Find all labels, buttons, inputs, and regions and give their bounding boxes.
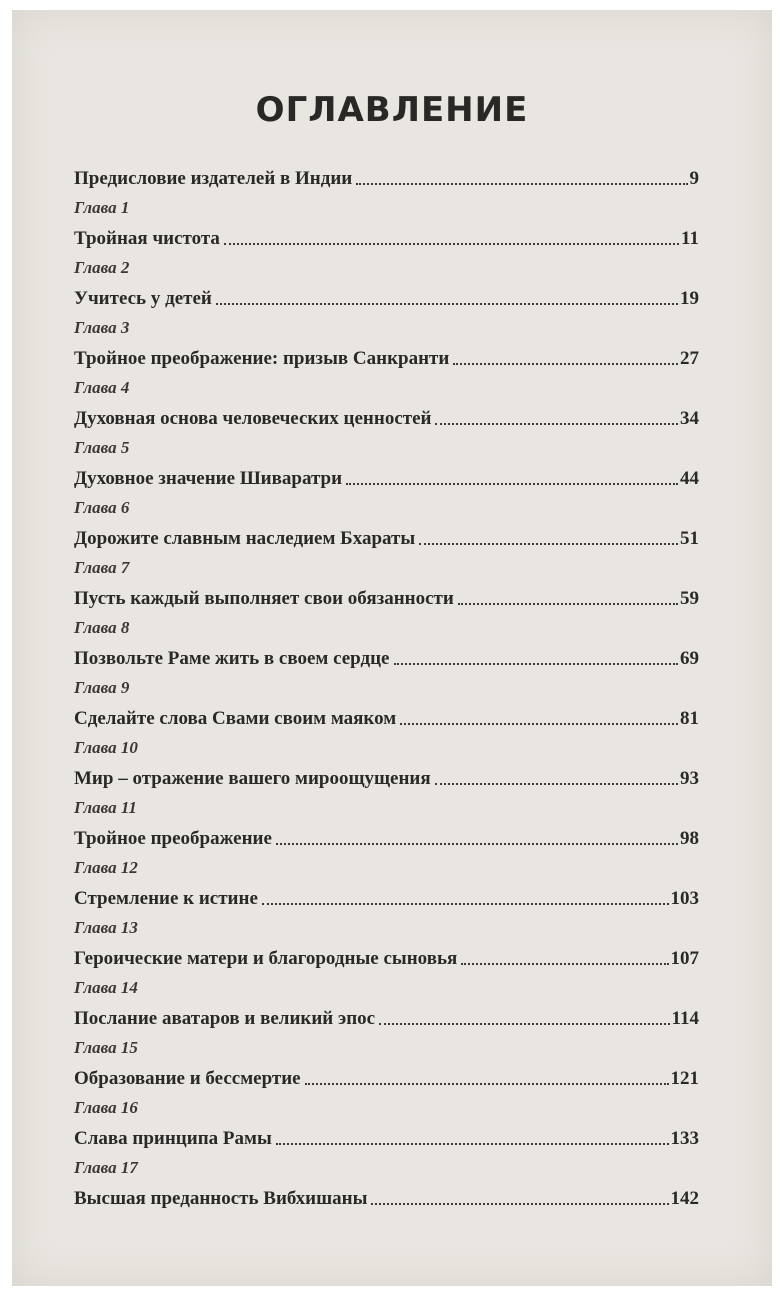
entry-page: 59 [680,588,699,609]
leader-dots [461,963,668,965]
toc-entry [74,438,699,498]
leader-dots [394,663,679,665]
chapter-label: Глава 3 [74,318,130,337]
chapter-label: Глава 2 [74,258,130,277]
entry-title: Тройная чистота [74,228,220,249]
entry-page: 93 [680,768,699,789]
entry-title: Учитесь у детей [74,288,212,309]
leader-dots [224,243,679,245]
toc-entry [74,978,699,1038]
toc-entry [74,258,699,318]
leader-dots [400,723,678,725]
entry-page: 103 [670,888,699,909]
table-of-contents [74,158,699,1218]
leader-dots [435,423,678,425]
leader-dots [262,903,669,905]
chapter-label: Глава 16 [74,1098,138,1117]
chapter-label: Глава 6 [74,498,130,517]
entry-title: Мир – отражение вашего мироощущения [74,768,431,789]
leader-dots [371,1203,668,1205]
entry-title: Позвольте Раме жить в своем сердце [74,648,390,669]
entry-page: 27 [680,348,699,369]
entry-title: Высшая преданность Вибхишаны [74,1188,368,1209]
entry-page: 11 [681,228,699,249]
chapter-label: Глава 7 [74,558,130,577]
toc-entry [74,678,699,738]
toc-entry [74,1158,699,1218]
chapter-label: Глава 14 [74,978,138,997]
entry-page: 34 [680,408,699,429]
leader-dots [435,783,678,785]
entry-title: Пусть каждый выполняет свои обязанности [74,588,454,609]
entry-page: 81 [680,708,699,729]
chapter-label: Глава 15 [74,1038,138,1057]
leader-dots [458,603,678,605]
chapter-label: Глава 8 [74,618,130,637]
entry-title: Дорожите славным наследием Бхараты [74,528,416,549]
leader-dots [305,1083,669,1085]
chapter-label: Глава 4 [74,378,130,397]
entry-page: 51 [680,528,699,549]
entry-page: 19 [680,288,699,309]
entry-page: 9 [689,168,699,189]
entry-title: Героические матери и благородные сыновья [74,948,458,969]
chapter-label: Глава 17 [74,1158,138,1177]
toc-entry [74,1098,699,1158]
chapter-label: Глава 10 [74,738,138,757]
entry-title: Духовная основа человеческих ценностей [74,408,432,429]
entry-title: Духовное значение Шиваратри [74,468,343,489]
entry-page: 107 [670,948,699,969]
toc-entry [74,618,699,678]
chapter-label: Глава 12 [74,858,138,877]
entry-title: Слава принципа Рамы [74,1128,272,1149]
toc-entry-preface [74,158,699,198]
entry-title: Тройное преображение: призыв Санкранти [74,348,450,369]
leader-dots [216,303,678,305]
book-page [12,10,772,1286]
entry-page: 69 [680,648,699,669]
leader-dots [453,363,678,365]
leader-dots [276,843,678,845]
toc-entry [74,1038,699,1098]
chapter-label: Глава 13 [74,918,138,937]
chapter-label: Глава 1 [74,198,130,217]
toc-entry [74,858,699,918]
entry-title: Послание аватаров и великий эпос [74,1008,376,1029]
toc-entry [74,558,699,618]
toc-entry [74,318,699,378]
toc-entry [74,498,699,558]
leader-dots [379,1023,669,1025]
toc-entry [74,198,699,258]
entry-page: 133 [670,1128,699,1149]
toc-entry [74,798,699,858]
chapter-label: Глава 9 [74,678,130,697]
entry-title: Стремление к истине [74,888,258,909]
entry-page: 98 [680,828,699,849]
leader-dots [276,1143,669,1145]
leader-dots [346,483,678,485]
entry-title: Сделайте слова Свами своим маяком [74,708,397,729]
toc-entry [74,918,699,978]
chapter-label: Глава 5 [74,438,130,457]
leader-dots [419,543,678,545]
entry-title: Предисловие издателей в Индии [74,168,353,189]
entry-page: 44 [680,468,699,489]
toc-entry [74,378,699,438]
page-title: ОГЛАВЛЕНИЕ [255,90,529,130]
chapter-label: Глава 11 [74,798,137,817]
entry-page: 121 [670,1068,699,1089]
entry-page: 114 [671,1008,699,1029]
chapter-list [74,198,699,1218]
toc-entry [74,738,699,798]
leader-dots [356,183,687,185]
entry-page: 142 [670,1188,699,1209]
entry-title: Образование и бессмертие [74,1068,301,1089]
entry-title: Тройное преображение [74,828,272,849]
